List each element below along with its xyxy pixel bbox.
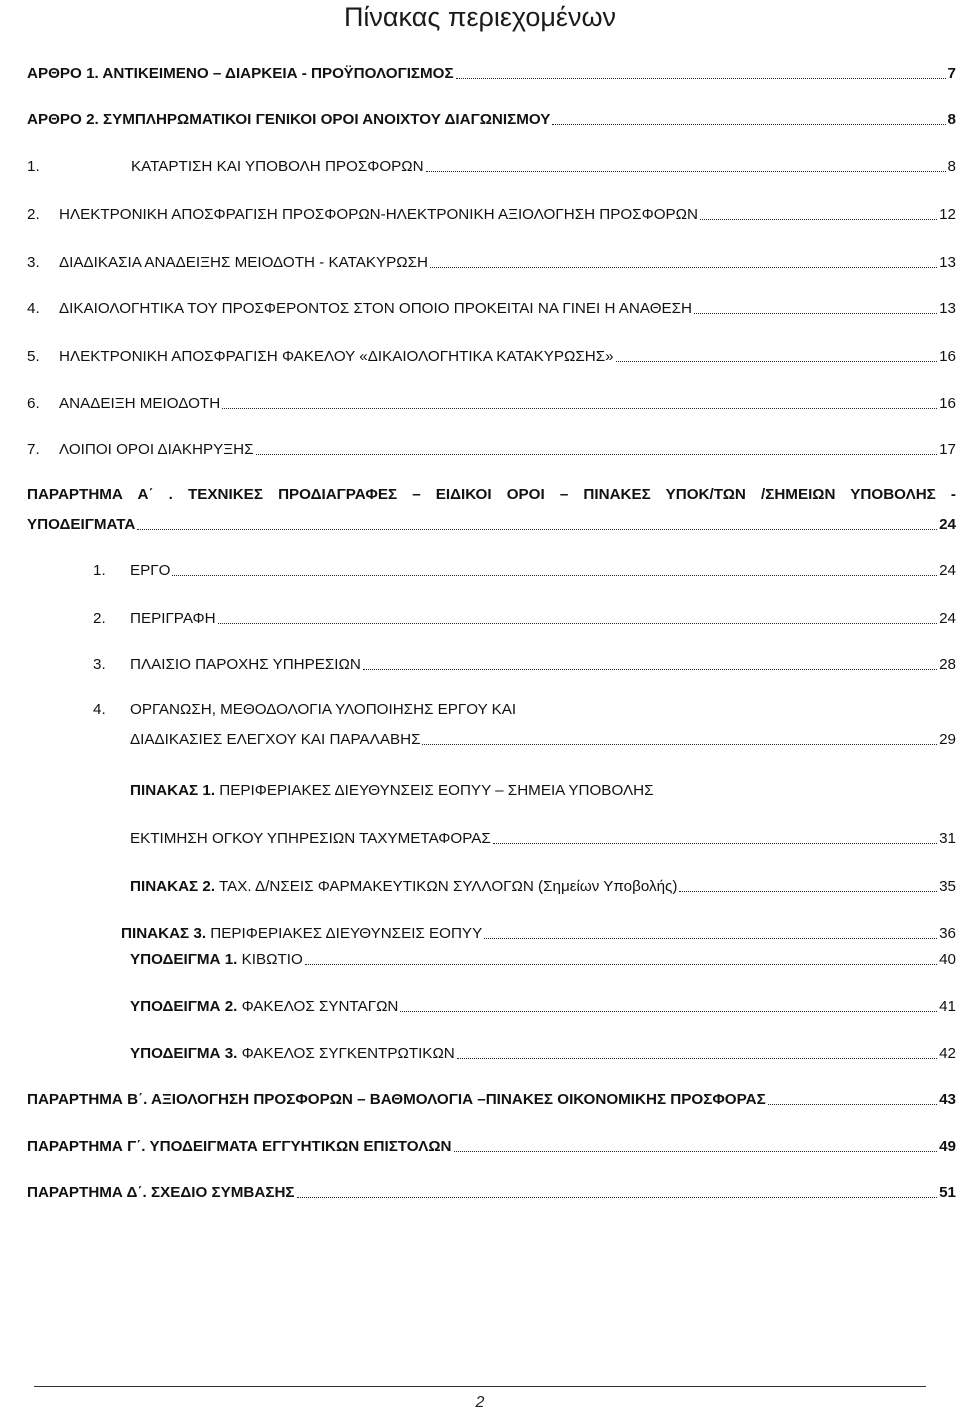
toc-entry-number: 4. <box>93 701 106 718</box>
toc-page-number: 8 <box>947 158 956 175</box>
toc-entry-text <box>130 950 303 970</box>
toc-entry-label: ΥΠΟΔΕΙΓΜΑ 2. <box>130 998 238 1015</box>
toc-leader-dots <box>297 1197 938 1198</box>
footer-divider <box>34 1386 926 1387</box>
toc-entry-number: 1. <box>93 562 106 579</box>
toc-entry-text: ΑΡΘΡΟ 2. ΣΥΜΠΛΗΡΩΜΑΤΙΚΟΙ ΓΕΝΙΚΟΙ ΟΡΟΙ ΑΝΟΙΧΤΟΥ ΔΙΑΓΩΝΙΣΜΟΥ <box>27 111 551 128</box>
toc-page-number: 51 <box>939 1184 956 1201</box>
toc-entry-text: ΕΚΤΙΜΗΣΗ ΟΓΚΟΥ ΥΠΗΡΕΣΙΩΝ ΤΑΧΥΜΕΤΑΦΟΡΑΣ <box>130 830 491 847</box>
toc-entry-text: ΗΛΕΚΤΡΟΝΙΚΗ ΑΠΟΣΦΡΑΓΙΣΗ ΦΑΚΕΛΟΥ «ΔΙΚΑΙΟΛΟΓΗΤΙΚΑ ΚΑΤΑΚΥΡΩΣΗΣ» <box>59 348 614 365</box>
toc-page-number: 13 <box>939 254 956 271</box>
toc-page-number: 29 <box>939 731 956 748</box>
toc-page-number: 24 <box>939 562 956 579</box>
toc-page-number: 7 <box>947 65 956 82</box>
toc-leader-dots <box>363 669 937 670</box>
toc-entry-text: ΕΡΓΟ <box>130 562 171 579</box>
toc-page-number: 24 <box>939 516 956 533</box>
toc-entry-title: ΦΑΚΕΛΟΣ ΣΥΝΤΑΓΩΝ <box>237 998 399 1015</box>
toc-entry-text: ΔΙΚΑΙΟΛΟΓΗΤΙΚΑ ΤΟΥ ΠΡΟΣΦΕΡΟΝΤΟΣ ΣΤΟΝ ΟΠΟΙΟ ΠΡΟΚΕΙΤΑΙ ΝΑ ΓΙΝΕΙ Η ΑΝΑΘΕΣΗ <box>59 300 693 317</box>
toc-leader-dots <box>454 1151 938 1152</box>
toc-leader-dots <box>400 1011 937 1012</box>
toc-entry-text: ΠΕΡΙΓΡΑΦΗ <box>130 610 216 627</box>
toc-entry-number: 3. <box>27 254 40 271</box>
toc-entry-annex-a-line1[interactable]: ΠΑΡΑΡΤΗΜΑ Α΄ . ΤΕΧΝΙΚΕΣ ΠΡΟΔΙΑΓΡΑΦΕΣ – ΕΙΔΙΚΟΙ ΟΡΟΙ – ΠΙΝΑΚΕΣ ΥΠΟΚ/ΤΩΝ /ΣΗΜΕΙΩΝ ΥΠΟΒΟΛΗΣ - <box>27 486 956 503</box>
toc-entry-text: ΑΝΑΔΕΙΞΗ ΜΕΙΟΔΟΤΗ <box>59 395 221 412</box>
toc-leader-dots <box>700 219 937 220</box>
toc-entry-section-5[interactable] <box>27 345 956 367</box>
toc-entry-title: ΦΑΚΕΛΟΣ ΣΥΓΚΕΝΤΡΩΤΙΚΩΝ <box>237 1045 455 1062</box>
toc-entry-text: ΑΡΘΡΟ 1. ΑΝΤΙΚΕΙΜΕΝΟ – ΔΙΑΡΚΕΙΑ - ΠΡΟΫΠΟΛΟΓΙΣΜΟΣ <box>27 65 454 82</box>
toc-leader-dots <box>456 78 946 79</box>
toc-entry-text <box>130 1044 455 1064</box>
toc-entry-section-6[interactable] <box>27 392 956 414</box>
toc-entry-annex-a-1[interactable] <box>93 559 956 581</box>
toc-page-number: 28 <box>939 656 956 673</box>
toc-entry-title: ΠΕΡΙΦΕΡΙΑΚΕΣ ΔΙΕΥΘΥΝΣΕΙΣ ΕΟΠΥΥ <box>206 925 483 942</box>
toc-entry-text: ΠΑΡΑΡΤΗΜΑ Δ΄. ΣΧΕΔΙΟ ΣΥΜΒΑΣΗΣ <box>27 1184 295 1201</box>
toc-leader-dots <box>493 843 937 844</box>
toc-entry-table-3[interactable] <box>121 922 956 944</box>
toc-entry-sample-1[interactable] <box>130 948 956 970</box>
toc-entry-sample-2[interactable] <box>130 995 956 1017</box>
toc-entry-table-1[interactable] <box>130 827 956 849</box>
toc-page-number: 31 <box>939 830 956 847</box>
toc-leader-dots <box>137 529 937 530</box>
toc-entry-table-2[interactable] <box>130 875 956 897</box>
toc-leader-dots <box>222 408 937 409</box>
toc-leader-dots <box>218 623 938 624</box>
toc-entry-number: 7. <box>27 441 40 458</box>
toc-entry-section-4[interactable] <box>27 297 956 319</box>
toc-entry-text: ΠΑΡΑΡΤΗΜΑ Γ΄. ΥΠΟΔΕΙΓΜΑΤΑ ΕΓΓΥΗΤΙΚΩΝ ΕΠΙΣΤΟΛΩΝ <box>27 1138 452 1155</box>
toc-leader-dots <box>305 964 937 965</box>
toc-page-number: 40 <box>939 951 956 968</box>
toc-page-number: 43 <box>939 1091 956 1108</box>
toc-entry-label: ΥΠΟΔΕΙΓΜΑ 3. <box>130 1045 238 1062</box>
toc-page-number: 35 <box>939 878 956 895</box>
toc-entry-text: ΠΛΑΙΣΙΟ ΠΑΡΟΧΗΣ ΥΠΗΡΕΣΙΩΝ <box>130 656 361 673</box>
toc-leader-dots <box>552 124 945 125</box>
toc-leader-dots <box>256 454 938 455</box>
toc-entry-sample-3[interactable] <box>130 1042 956 1064</box>
toc-page-number: 17 <box>939 441 956 458</box>
toc-entry-section-1[interactable] <box>27 155 956 177</box>
toc-leader-dots <box>768 1104 937 1105</box>
toc-entry-annex-d[interactable] <box>27 1181 956 1203</box>
toc-page-number: 16 <box>939 348 956 365</box>
toc-leader-dots <box>694 313 937 314</box>
toc-entry-annex-a[interactable] <box>27 513 956 535</box>
toc-page-number: 41 <box>939 998 956 1015</box>
toc-leader-dots <box>426 171 946 172</box>
toc-entry-annex-b[interactable] <box>27 1088 956 1110</box>
toc-entry-label: ΥΠΟΔΕΙΓΜΑ 1. <box>130 951 238 968</box>
toc-entry-text: ΥΠΟΔΕΙΓΜΑΤΑ <box>27 516 136 533</box>
toc-entry-text <box>130 877 677 897</box>
toc-entry-text <box>121 924 482 944</box>
toc-page-number: 42 <box>939 1045 956 1062</box>
toc-entry-text: ΛΟΙΠΟΙ ΟΡΟΙ ΔΙΑΚΗΡΥΞΗΣ <box>59 441 254 458</box>
toc-leader-dots <box>430 267 937 268</box>
toc-entry-title: ΤΑΧ. Δ/ΝΣΕΙΣ ΦΑΡΜΑΚΕΥΤΙΚΩΝ ΣΥΛΛΟΓΩΝ (Σημείων Υποβολής) <box>215 878 678 895</box>
toc-entry-section-3[interactable] <box>27 251 956 273</box>
toc-entry-text: ΔΙΑΔΙΚΑΣΙΑ ΑΝΑΔΕΙΞΗΣ ΜΕΙΟΔΟΤΗ - ΚΑΤΑΚΥΡΩΣΗ <box>59 254 428 271</box>
toc-entry-annex-a-4[interactable] <box>130 728 956 750</box>
toc-entry-text: ΔΙΑΔΙΚΑΣΙΕΣ ΕΛΕΓΧΟΥ ΚΑΙ ΠΑΡΑΛΑΒΗΣ <box>130 731 421 748</box>
toc-entry-annex-a-4-line1[interactable] <box>93 700 956 722</box>
page-title: Πίνακας περιεχομένων <box>343 2 617 32</box>
toc-entry-annex-a-2[interactable] <box>93 607 956 629</box>
toc-leader-dots <box>457 1058 937 1059</box>
toc-leader-dots <box>422 744 937 745</box>
toc-entry-article-1[interactable] <box>27 62 956 84</box>
toc-entry-text: ΟΡΓΑΝΩΣΗ, ΜΕΘΟΔΟΛΟΓΙΑ ΥΛΟΠΟΙΗΣΗΣ ΕΡΓΟΥ ΚΑΙ <box>130 701 517 718</box>
toc-entry-label: ΠΙΝΑΚΑΣ 1. <box>130 782 216 799</box>
toc-entry-text <box>130 997 398 1017</box>
toc-entry-number: 3. <box>93 656 106 673</box>
toc-entry-annex-c[interactable] <box>27 1135 956 1157</box>
toc-entry-text: ΗΛΕΚΤΡΟΝΙΚΗ ΑΠΟΣΦΡΑΓΙΣΗ ΠΡΟΣΦΟΡΩΝ-ΗΛΕΚΤΡΟΝΙΚΗ ΑΞΙΟΛΟΓΗΣΗ ΠΡΟΣΦΟΡΩΝ <box>59 206 698 223</box>
toc-entry-section-7[interactable] <box>27 438 956 460</box>
toc-page-number: 24 <box>939 610 956 627</box>
toc-entry-table-1-line1[interactable] <box>130 781 956 803</box>
toc-page-number: 36 <box>939 925 956 942</box>
toc-entry-article-2[interactable] <box>27 108 956 130</box>
toc-leader-dots <box>679 891 937 892</box>
toc-page-number: 8 <box>947 111 956 128</box>
toc-page-number: 16 <box>939 395 956 412</box>
toc-entry-section-2[interactable] <box>27 203 956 225</box>
toc-entry-label: ΠΙΝΑΚΑΣ 2. <box>130 878 216 895</box>
footer-page-number: 2 <box>475 1394 485 1411</box>
toc-leader-dots <box>616 361 938 362</box>
toc-entry-number: 1. <box>27 158 40 175</box>
toc-entry-number: 2. <box>27 206 40 223</box>
toc-page-number: 12 <box>939 206 956 223</box>
toc-entry-text: ΚΑΤΑΡΤΙΣΗ ΚΑΙ ΥΠΟΒΟΛΗ ΠΡΟΣΦΟΡΩΝ <box>131 158 424 175</box>
toc-entry-label: ΠΙΝΑΚΑΣ 3. <box>121 925 207 942</box>
toc-leader-dots <box>484 938 937 939</box>
toc-entry-text: ΠΕΡΙΦΕΡΙΑΚΕΣ ΔΙΕΥΘΥΝΣΕΙΣ ΕΟΠΥΥ – ΣΗΜΕΙΑ ΥΠΟΒΟΛΗΣ <box>215 782 654 799</box>
toc-leader-dots <box>172 575 937 576</box>
toc-entry-title: ΚΙΒΩΤΙΟ <box>237 951 303 968</box>
toc-entry-number: 5. <box>27 348 40 365</box>
toc-entry-number: 4. <box>27 300 40 317</box>
toc-entry-annex-a-3[interactable] <box>93 653 956 675</box>
toc-entry-number: 6. <box>27 395 40 412</box>
toc-entry-number: 2. <box>93 610 106 627</box>
toc-page-number: 13 <box>939 300 956 317</box>
toc-entry-text: ΠΑΡΑΡΤΗΜΑ Β΄. ΑΞΙΟΛΟΓΗΣΗ ΠΡΟΣΦΟΡΩΝ – ΒΑΘΜΟΛΟΓΙΑ –ΠΙΝΑΚΕΣ ΟΙΚΟΝΟΜΙΚΗΣ ΠΡΟΣΦΟΡΑΣ <box>27 1091 766 1108</box>
toc-page-number: 49 <box>939 1138 956 1155</box>
